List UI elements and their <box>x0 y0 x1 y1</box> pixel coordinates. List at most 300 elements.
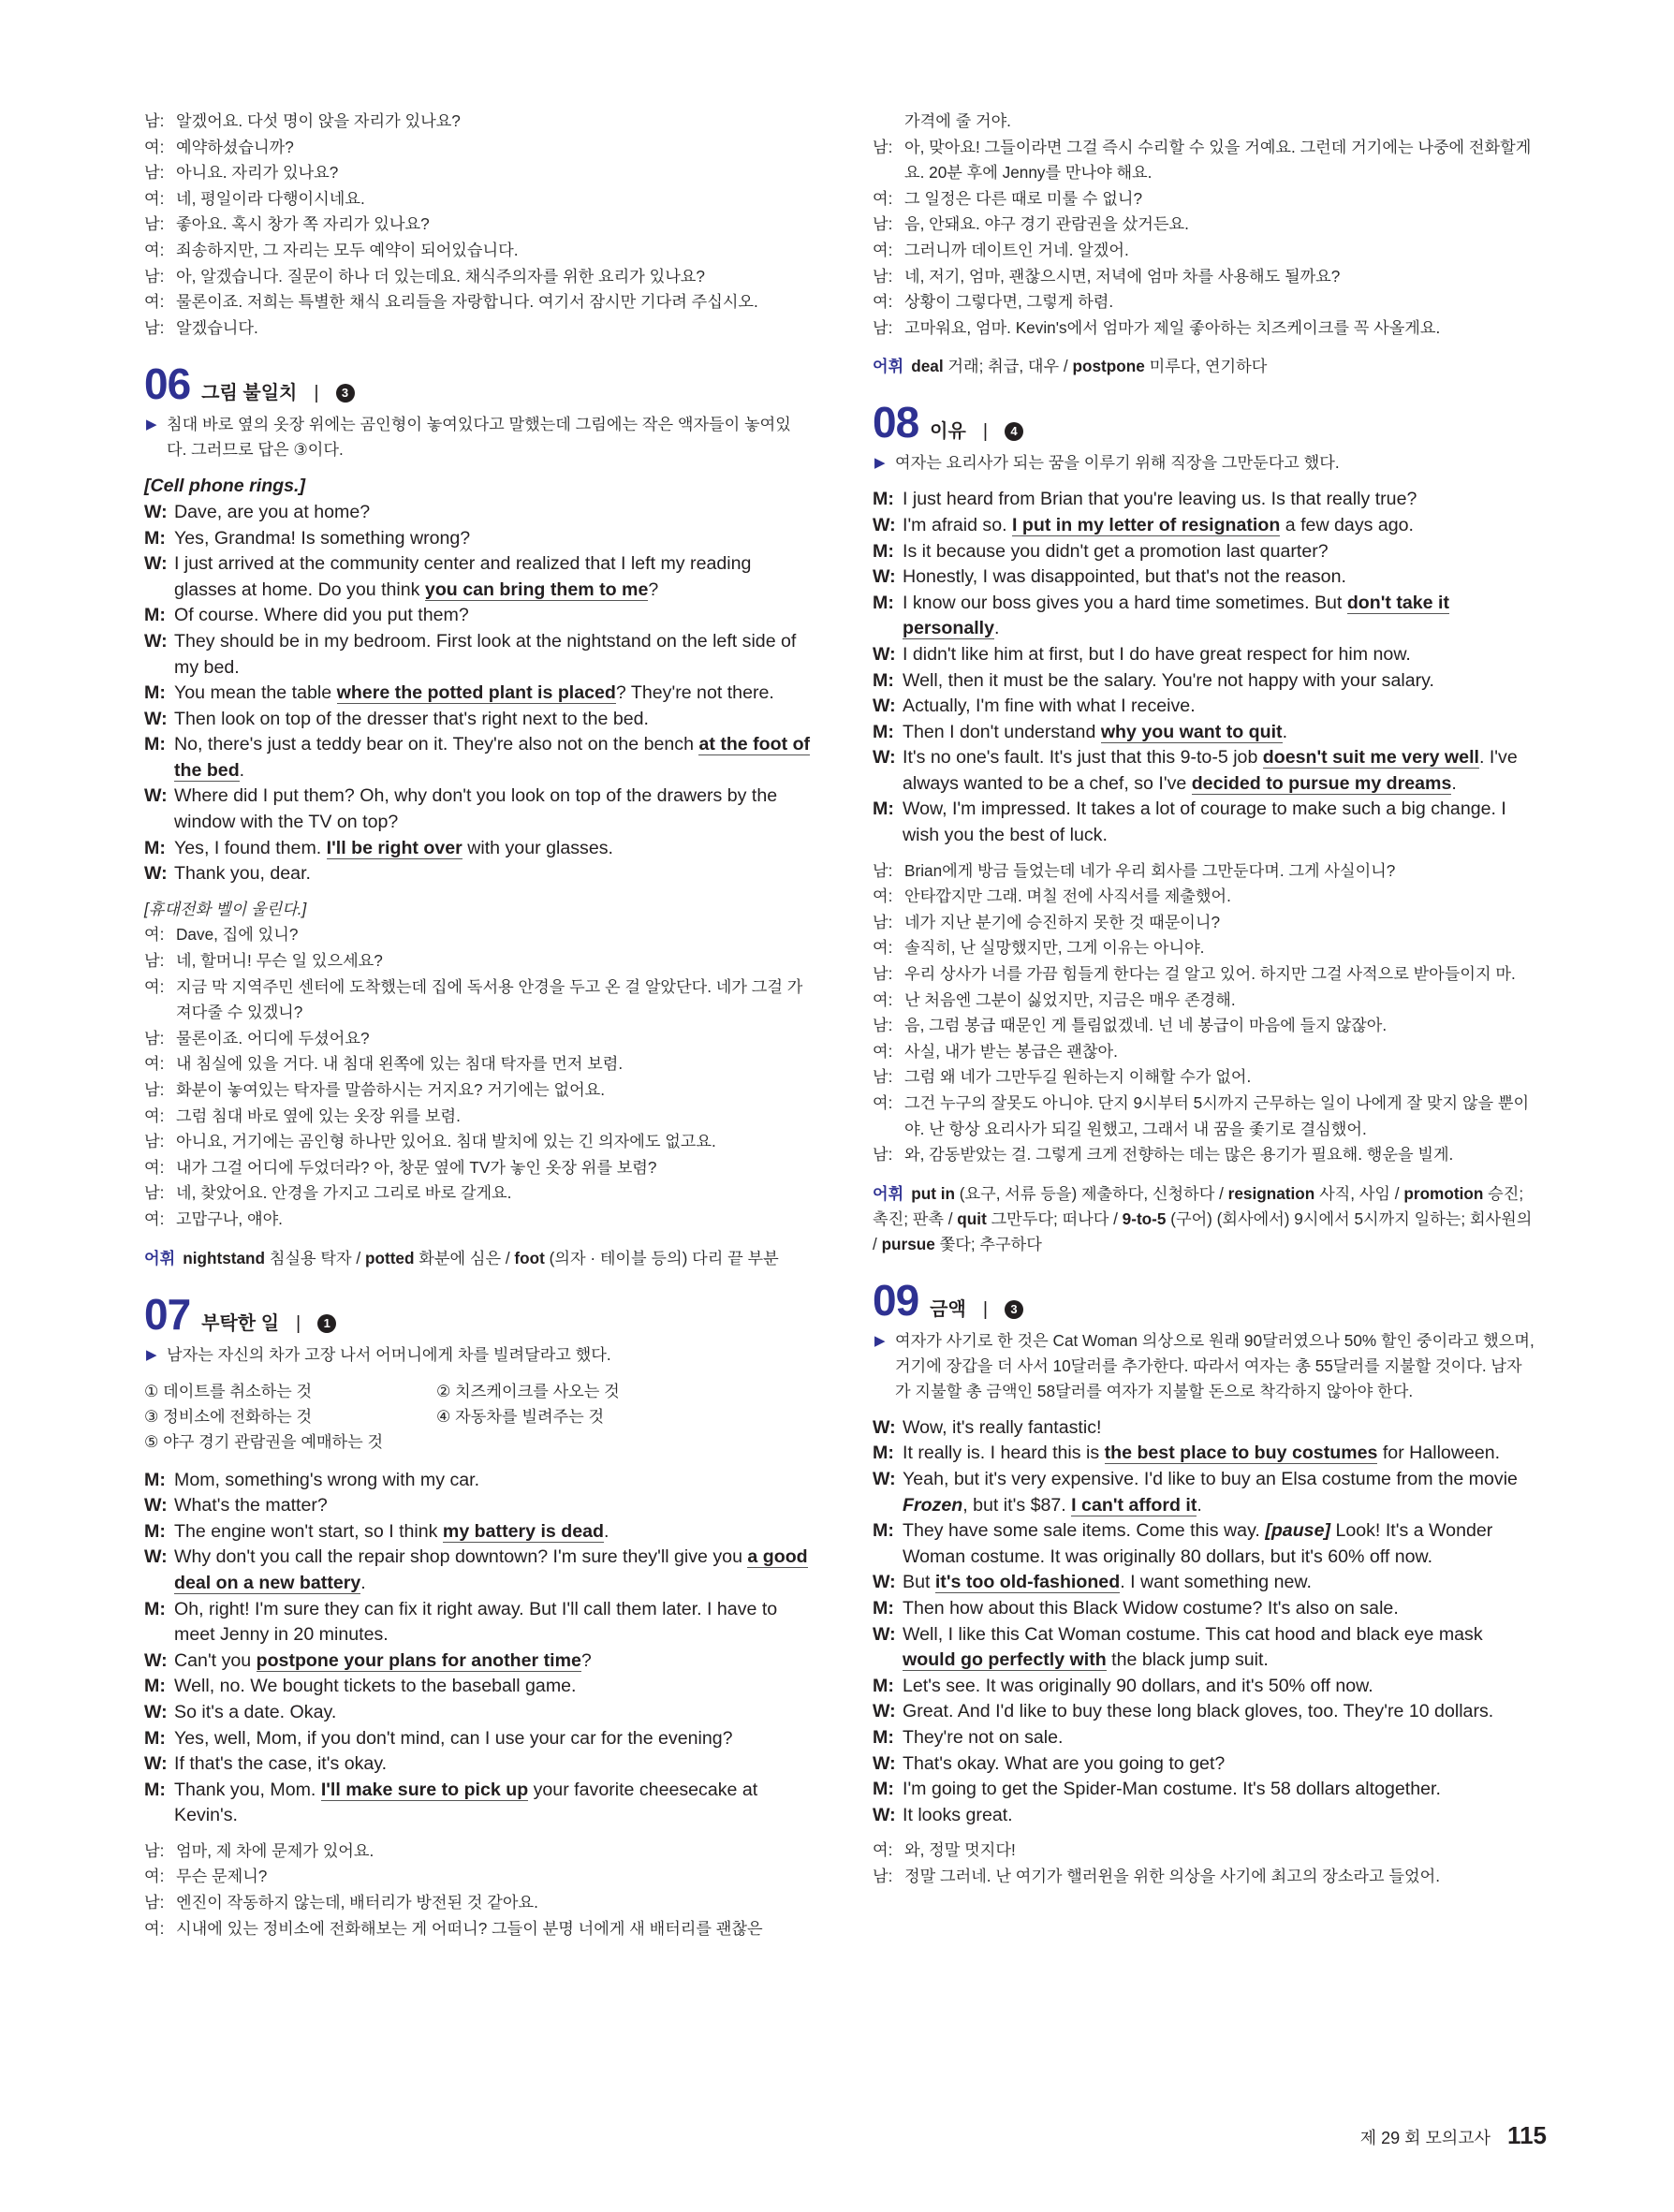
speaker: 남: <box>873 964 893 984</box>
line-text: Of course. Where did you put them? <box>174 605 469 626</box>
speaker: 남: <box>144 266 165 286</box>
dialogue-line <box>144 1700 811 1726</box>
dialogue-line <box>144 551 811 603</box>
speaker: 남: <box>873 1067 893 1087</box>
sec07-korean-continued <box>873 109 1537 135</box>
speaker: 남: <box>144 1893 165 1912</box>
line-text: Wow, it's really fantastic! <box>903 1416 1102 1438</box>
line-text: Wow, I'm impressed. It takes a lot of courage to make such a big change. I wish you the best of luck. <box>903 798 1506 846</box>
line-text: Mom, something's wrong with my car. <box>174 1469 480 1490</box>
speaker: M: <box>144 1520 166 1542</box>
explanation-text: 침대 바로 옆의 옷장 위에는 곰인형이 놓여있다고 말했는데 그림에는 작은 액자들이 놓여있다. 그러므로 답은 ③이다. <box>167 415 791 460</box>
speaker: 남: <box>144 1132 165 1151</box>
triangle-icon: ▶ <box>874 455 886 472</box>
dialogue-line <box>873 1518 1537 1570</box>
speaker: 여: <box>144 976 165 996</box>
line-text: They're not on sale. <box>903 1726 1064 1748</box>
dialogue-line <box>144 1751 811 1778</box>
korean-line <box>144 922 811 948</box>
vocab-meaning: (의자 · 테이블 등의) 다리 끝 부분 <box>544 1248 779 1267</box>
line-text: 엄마, 제 차에 문제가 있어요. <box>176 1840 374 1860</box>
line-text: 예약하셨습니까? <box>176 137 294 156</box>
line-text: . <box>1197 1494 1202 1516</box>
speaker: W: <box>144 863 168 885</box>
dialogue-line <box>144 1493 811 1519</box>
line-text: Oh, right! I'm sure they can fix it right away. But I'll call them later. I have to meet Jenny in 20 minutes. <box>174 1598 778 1646</box>
dialogue-line <box>873 1441 1537 1467</box>
dialogue-line <box>873 1415 1537 1442</box>
section-header-09 <box>873 1275 1537 1325</box>
line-text: 알겠습니다. <box>176 317 258 337</box>
korean-line <box>873 1013 1537 1039</box>
dialogue-line <box>873 513 1537 539</box>
key-phrase: I can't afford it <box>1071 1494 1197 1516</box>
line-text: It's no one's fault. It's just that this 9-to-5 job <box>903 747 1263 769</box>
korean-line <box>144 1077 811 1104</box>
dialogue-line <box>873 668 1537 695</box>
key-phrase: at the foot of the bed <box>174 734 811 781</box>
speaker: M: <box>873 1597 894 1619</box>
korean-line <box>873 212 1537 238</box>
speaker: W: <box>873 696 896 717</box>
vocabulary <box>873 354 1537 379</box>
line-text: But <box>903 1572 935 1593</box>
key-phrase: I'll make sure to pick up <box>320 1779 529 1800</box>
speaker: 여: <box>144 188 165 208</box>
section-number: 09 <box>873 1275 919 1325</box>
speaker: 남: <box>873 317 893 337</box>
korean-line <box>144 1026 811 1052</box>
korean-line <box>873 1091 1537 1142</box>
separator: | <box>314 383 319 404</box>
speaker: W: <box>873 643 896 665</box>
korean-line <box>873 988 1537 1014</box>
line-text: 무슨 문제니? <box>176 1867 268 1886</box>
key-phrase: I put in my letter of resignation <box>1012 514 1281 535</box>
line-text: . <box>603 1520 609 1542</box>
dialogue-line <box>873 694 1537 720</box>
korean-line <box>144 1051 811 1077</box>
dialogue-line <box>873 797 1537 848</box>
speaker: 남: <box>144 317 165 337</box>
speaker: W: <box>873 1623 896 1645</box>
explanation-text: 여자가 사기로 한 것은 Cat Woman 의상으로 원래 90달러였으나 50% 할인 중이라고 했으며, 거기에 장갑을 더 사서 10달러를 추가한다. 따라서 여자는 총 55달러를 지불할 것이다. 남자가 지불할 총 금액인 58달러를 여자가 지불할 돈으로 착각하지 않아야 한다. <box>895 1330 1534 1400</box>
speaker: W: <box>873 1804 896 1825</box>
sec09-dialogue <box>873 1415 1537 1829</box>
sec06-dialogue <box>144 500 811 887</box>
choice: ② 치즈케이크를 사오는 것 <box>436 1381 620 1400</box>
line-text: You mean the table <box>174 682 337 704</box>
speaker: 남: <box>873 860 893 880</box>
line-text: ? <box>648 579 659 600</box>
line-text: Well, no. We bought tickets to the baseball game. <box>174 1676 577 1697</box>
speaker: M: <box>144 1598 166 1619</box>
italic-text: [pause] <box>1265 1520 1330 1542</box>
line-text: Great. And I'd like to buy these long black gloves, too. They're 10 dollars. <box>903 1701 1494 1722</box>
line-text: Yes, well, Mom, if you don't mind, can I use your car for the evening? <box>174 1727 733 1749</box>
line-text: Well, then it must be the salary. You're not happy with your salary. <box>903 669 1434 691</box>
line-text: . I want something new. <box>1120 1572 1312 1593</box>
line-text: What's the matter? <box>174 1495 328 1516</box>
line-text: 그러니까 데이트인 거네. 알겠어. <box>904 240 1129 259</box>
speaker: 여: <box>873 886 893 906</box>
answer-badge: 1 <box>317 1314 336 1333</box>
vocab-word: pursue <box>881 1234 935 1253</box>
dialogue-line <box>873 1777 1537 1803</box>
speaker: M: <box>873 1443 894 1464</box>
line-text: Can't you <box>174 1649 257 1671</box>
speaker: 남: <box>873 137 893 156</box>
vocab-word: deal <box>911 357 944 376</box>
line-text: I didn't like him at first, but I do have great respect for him now. <box>903 643 1411 665</box>
vocabulary <box>144 1246 811 1271</box>
dialogue-line <box>873 487 1537 513</box>
key-phrase: you can bring them to me <box>424 579 649 600</box>
speaker: 남: <box>873 912 893 931</box>
dialogue-line <box>873 1467 1537 1518</box>
triangle-icon: ▶ <box>146 1346 157 1363</box>
korean-line <box>144 1838 811 1865</box>
line-text: Yes, I found them. <box>174 837 327 858</box>
speaker: 여: <box>873 188 893 208</box>
line-text: . <box>360 1572 366 1593</box>
dialogue-line <box>873 1570 1537 1596</box>
line-text: Honestly, I was disappointed, but that's not the reason. <box>903 566 1346 588</box>
line-text: No, there's just a teddy bear on it. They're also not on the bench <box>174 734 699 755</box>
speaker: 여: <box>144 137 165 156</box>
speaker: 남: <box>144 163 165 183</box>
line-text: 아니요. 자리가 있나요? <box>176 163 339 183</box>
korean-line <box>144 212 811 238</box>
line-text: 가격에 줄 거야. <box>904 111 1011 130</box>
key-phrase: a good deal on a new battery <box>174 1546 808 1593</box>
sec09-korean <box>873 1838 1537 1889</box>
dialogue-line <box>144 629 811 681</box>
korean-line <box>873 264 1537 290</box>
vocab-meaning: 쫓다; 추구하다 <box>934 1234 1042 1253</box>
italic-text: Frozen <box>903 1494 963 1516</box>
dialogue-line <box>873 1699 1537 1725</box>
explanation <box>873 450 1537 476</box>
line-text: 그럼 왜 네가 그만두길 원하는지 이해할 수가 없어. <box>904 1067 1252 1087</box>
line-text: , but it's $87. <box>962 1494 1072 1516</box>
line-text: 알겠어요. 다섯 명이 앉을 자리가 있나요? <box>176 111 461 130</box>
speaker: W: <box>144 1495 168 1516</box>
explanation <box>873 1328 1537 1404</box>
speaker: M: <box>873 1520 894 1542</box>
speaker: W: <box>144 1753 168 1775</box>
key-phrase: the best place to buy costumes <box>1104 1443 1378 1464</box>
speaker: 여: <box>873 938 893 958</box>
explanation-text: 남자는 자신의 차가 고장 나서 어머니에게 차를 빌려달라고 했다. <box>167 1344 611 1364</box>
speaker: 남: <box>144 111 165 130</box>
line-text: . <box>994 618 1000 639</box>
speaker: 여: <box>873 1093 893 1112</box>
vocab-word: put in <box>911 1183 955 1203</box>
speaker: W: <box>144 1546 168 1568</box>
korean-line <box>873 858 1537 885</box>
speaker: 여: <box>873 292 893 312</box>
speaker: 남: <box>144 951 165 971</box>
explanation <box>144 1342 811 1368</box>
line-text: Is it because you didn't get a promotion last quarter? <box>903 540 1329 562</box>
speaker: W: <box>144 501 168 522</box>
vocab-label: 어휘 <box>144 1248 176 1267</box>
dialogue-line <box>873 1596 1537 1622</box>
speaker: M: <box>873 540 894 562</box>
dialogue-line <box>144 1674 811 1700</box>
dialogue-line <box>144 836 811 862</box>
line-text: I just heard from Brian that you're leaving us. Is that really true? <box>903 489 1417 510</box>
line-text: It really is. I heard this is <box>903 1443 1105 1464</box>
korean-line <box>873 186 1537 212</box>
dialogue-line <box>873 539 1537 565</box>
speaker: 남: <box>873 1866 893 1885</box>
line-text: That's okay. What are you going to get? <box>903 1752 1226 1774</box>
dialogue-line <box>144 1597 811 1648</box>
sec06-korean <box>144 922 811 1232</box>
line-text: for Halloween. <box>1377 1443 1501 1464</box>
speaker: W: <box>144 630 168 652</box>
key-phrase: my battery is dead <box>442 1520 604 1542</box>
korean-line <box>873 961 1537 988</box>
vocab-word: postpone <box>1072 357 1145 376</box>
line-text: They have some sale items. Come this way. <box>903 1520 1266 1542</box>
korean-line <box>873 289 1537 315</box>
right-column <box>873 109 1537 1889</box>
dialogue-line <box>144 500 811 526</box>
line-text: 시내에 있는 정비소에 전화해보는 게 어떠니? 그들이 분명 너에게 새 배터리를 괜찮은 <box>176 1918 763 1938</box>
speaker: W: <box>144 1649 168 1671</box>
line-text: It looks great. <box>903 1804 1013 1825</box>
korean-line <box>144 289 811 315</box>
stage-text: [Cell phone rings.] <box>144 476 305 497</box>
line-text: . I've always wanted to be a chef, so I've <box>903 747 1518 794</box>
line-text: 좋아요. 혹시 창가 쪽 자리가 있나요? <box>176 214 430 234</box>
line-text: 음, 그럼 봉급 때문인 게 틀림없겠네. 넌 네 봉급이 마음에 들지 않잖아. <box>904 1016 1388 1035</box>
section-number: 07 <box>144 1289 191 1339</box>
page-number: 115 <box>1507 2121 1547 2149</box>
line-text: your favorite cheesecake at Kevin's. <box>174 1779 758 1826</box>
line-text: Then look on top of the dresser that's right next to the bed. <box>174 708 649 729</box>
answer-choices <box>144 1379 811 1455</box>
section-title: 금액 <box>930 1298 966 1320</box>
speaker: M: <box>144 1727 166 1749</box>
korean-line <box>873 238 1537 264</box>
line-text: Well, I like this Cat Woman costume. This cat hood and black eye mask <box>903 1623 1483 1645</box>
dialogue-line <box>144 1519 811 1545</box>
stage-direction <box>144 474 811 500</box>
line-text: Then how about this Black Widow costume? It's also on sale. <box>903 1597 1399 1619</box>
korean-line <box>144 948 811 974</box>
line-text: 상황이 그렇다면, 그렇게 하렴. <box>904 292 1114 312</box>
line-text: . <box>239 759 245 781</box>
vocab-meaning: (요구, 서류 등을) 제출하다, 신청하다 / <box>955 1183 1228 1203</box>
korean-line <box>144 1180 811 1207</box>
line-text: Yes, Grandma! Is something wrong? <box>174 527 471 549</box>
speaker: M: <box>144 682 166 704</box>
speaker: 남: <box>144 1080 165 1099</box>
vocab-meaning: 화분에 심은 / <box>414 1248 515 1267</box>
vocab-word: potted <box>364 1248 415 1267</box>
choice: ④ 자동차를 빌려주는 것 <box>436 1406 605 1426</box>
dialogue-line <box>144 732 811 784</box>
speaker: W: <box>144 785 168 807</box>
speaker: W: <box>873 1468 896 1489</box>
speaker: 여: <box>144 1106 165 1125</box>
speaker: 남: <box>144 214 165 234</box>
speaker: 남: <box>144 1840 165 1860</box>
dialogue-line <box>144 1468 811 1494</box>
vocab-word: resignation <box>1227 1183 1315 1203</box>
choice: ⑤ 야구 경기 관람권을 예매하는 것 <box>144 1431 384 1451</box>
korean-line <box>873 1039 1537 1065</box>
line-text: with your glasses. <box>462 837 613 858</box>
speaker: M: <box>144 605 166 626</box>
vocab-meaning: 승진; 촉진; 판촉 / <box>873 1183 1524 1228</box>
korean-line <box>873 935 1537 961</box>
korean-line <box>873 910 1537 936</box>
dialogue-line <box>873 1622 1537 1674</box>
korean-line <box>144 974 811 1026</box>
vocab-word: promotion <box>1403 1183 1484 1203</box>
page-footer <box>1360 2121 1547 2150</box>
key-phrase: postpone your plans for another time <box>256 1649 581 1671</box>
speaker: 남: <box>873 1145 893 1165</box>
line-text: I'm going to get the Spider-Man costume. It's 58 dollars altogether. <box>903 1779 1441 1800</box>
speaker: 남: <box>144 1183 165 1203</box>
line-text: 고맙구나, 얘야. <box>176 1209 283 1228</box>
korean-line <box>144 264 811 290</box>
line-text: I just arrived at the community center and realized that I left my reading glasses at home. Do you think <box>174 553 752 600</box>
vocab-word: foot <box>514 1248 545 1267</box>
key-phrase: doesn't suit me very well <box>1262 747 1479 769</box>
vocabulary <box>873 1181 1537 1257</box>
key-phrase: why you want to quit <box>1100 721 1283 742</box>
line-text: Why don't you call the repair shop downtown? I'm sure they'll give you <box>174 1546 748 1568</box>
korean-line <box>144 1864 811 1890</box>
speaker: M: <box>144 837 166 858</box>
line-text: Then I don't understand <box>903 721 1101 742</box>
line-text: 물론이죠. 어디에 두셨어요? <box>176 1028 370 1047</box>
speaker: 남: <box>144 1028 165 1047</box>
line-text: 아니요, 거기에는 곰인형 하나만 있어요. 침대 발치에 있는 긴 의자에도 없고요. <box>176 1132 716 1151</box>
line-text: 엔진이 작동하지 않는데, 배터리가 방전된 것 같아요. <box>176 1893 538 1912</box>
vocab-word: nightstand <box>183 1248 266 1267</box>
choice: ③ 정비소에 전화하는 것 <box>144 1406 313 1426</box>
line-text: So it's a date. Okay. <box>174 1701 337 1722</box>
speaker: M: <box>144 1676 166 1697</box>
speaker: M: <box>873 1675 894 1696</box>
dialogue-line <box>144 784 811 835</box>
korean-line <box>144 109 811 135</box>
speaker: M: <box>873 669 894 691</box>
line-text: I know our boss gives you a hard time sometimes. But <box>903 592 1347 613</box>
section-header-08 <box>873 400 1537 445</box>
speaker: W: <box>873 1752 896 1774</box>
line-text: Dave, are you at home? <box>174 501 371 522</box>
key-phrase: where the potted plant is placed <box>336 682 616 704</box>
section-title: 부탁한 일 <box>201 1312 280 1334</box>
speaker: M: <box>873 592 894 613</box>
sec07-dialogue <box>144 1468 811 1829</box>
line-text: 사실, 내가 받는 봉급은 괜찮아. <box>904 1041 1118 1061</box>
section-title: 이유 <box>930 421 966 443</box>
line-text: Let's see. It was originally 90 dollars, and it's 50% off now. <box>903 1675 1373 1696</box>
line-text: 그 일정은 다른 때로 미룰 수 없니? <box>904 188 1143 208</box>
vocab-meaning: 미루다, 연기하다 <box>1144 357 1268 376</box>
dialogue-line <box>873 642 1537 668</box>
line-text: ? <box>580 1649 592 1671</box>
line-text: 아, 알겠습니다. 질문이 하나 더 있는데요. 채식주의자를 위한 요리가 있나요? <box>176 266 705 286</box>
korean-line <box>144 135 811 161</box>
dialogue-line <box>873 1751 1537 1778</box>
korean-line <box>873 109 1537 135</box>
vocab-label: 어휘 <box>873 1183 904 1203</box>
line-text: 고마워요, 엄마. Kevin's에서 엄마가 제일 좋아하는 치즈케이크를 꼭 사올게요. <box>904 317 1441 337</box>
line-text: 네, 평일이라 다행이시네요. <box>176 188 365 208</box>
korean-line <box>144 1129 811 1155</box>
vocab-meaning: 침실용 탁자 / <box>265 1248 365 1267</box>
line-text: 물론이죠. 저희는 특별한 채식 요리들을 자랑합니다. 여기서 잠시만 기다려 주십시오. <box>176 292 758 312</box>
speaker: W: <box>873 566 896 588</box>
dialogue-line <box>144 603 811 629</box>
sec07-korean <box>144 1838 811 1941</box>
speaker: 여: <box>144 1209 165 1228</box>
speaker: M: <box>144 1469 166 1490</box>
answer-badge: 3 <box>336 384 355 403</box>
dialogue-line <box>144 861 811 887</box>
korean-line <box>144 315 811 342</box>
sec07-korean-right <box>873 135 1537 342</box>
speaker: W: <box>873 1701 896 1722</box>
dialogue-line <box>144 1778 811 1829</box>
dialogue-line <box>873 591 1537 642</box>
speaker: W: <box>144 553 168 575</box>
dialogue-line <box>873 1803 1537 1829</box>
line-text: 죄송하지만, 그 자리는 모두 예약이 되어있습니다. <box>176 240 519 259</box>
line-text: 내가 그걸 어디에 두었더라? 아, 창문 옆에 TV가 놓인 옷장 위를 보렴? <box>176 1157 657 1177</box>
korean-line <box>144 1155 811 1181</box>
dialogue-line <box>144 526 811 552</box>
line-text: 네가 지난 분기에 승진하지 못한 것 때문이니? <box>904 912 1221 931</box>
line-text: 와, 감동받았는 걸. 그렇게 크게 전향하는 데는 많은 용기가 필요해. 행운을 빌게. <box>904 1145 1454 1165</box>
speaker: W: <box>144 1701 168 1722</box>
vocab-label: 어휘 <box>873 357 904 376</box>
line-text: Dave, 집에 있니? <box>176 925 299 945</box>
korean-line <box>873 1064 1537 1091</box>
korean-line <box>144 1207 811 1233</box>
line-text: the black jump suit. <box>1106 1649 1269 1671</box>
speaker: 여: <box>144 240 165 259</box>
explanation <box>144 412 811 462</box>
dialogue-line <box>873 745 1537 797</box>
speaker: 여: <box>144 1918 165 1938</box>
line-text: They should be in my bedroom. First look at the nightstand on the left side of my bed. <box>174 630 797 678</box>
speaker: M: <box>144 1779 166 1800</box>
korean-stage <box>144 897 811 923</box>
line-text: 아, 맞아요! 그들이라면 그걸 즉시 수리할 수 있을 거예요. 그런데 거기에는 나중에 전화할게요. 20분 후에 Jenny를 만나야 해요. <box>904 137 1532 183</box>
line-text: Thank you, dear. <box>174 863 311 885</box>
section-number: 08 <box>873 398 919 447</box>
line-text: Brian에게 방금 들었는데 네가 우리 회사를 그만둔다며. 그게 사실이니? <box>904 860 1396 880</box>
separator: | <box>296 1312 301 1334</box>
line-text: 그럼 침대 바로 옆에 있는 옷장 위를 보렴. <box>176 1106 461 1125</box>
korean-line <box>144 186 811 212</box>
dialogue-line <box>873 1725 1537 1751</box>
line-text: 네, 찾았어요. 안경을 가지고 그리로 바로 갈게요. <box>176 1183 512 1203</box>
dialogue-line <box>144 681 811 707</box>
